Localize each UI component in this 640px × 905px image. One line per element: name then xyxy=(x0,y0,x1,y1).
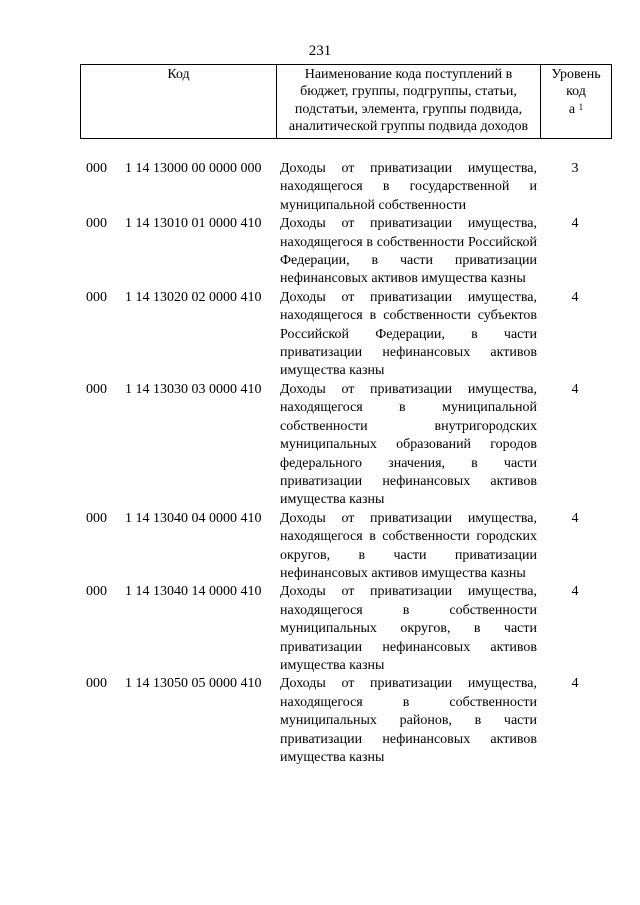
level-cell: 4 xyxy=(571,381,579,397)
table-row xyxy=(80,160,612,215)
admin-code-cell: 000 xyxy=(86,216,107,232)
table-body xyxy=(80,160,612,767)
budget-code-cell: 1 14 13050 05 0000 410 xyxy=(125,676,262,692)
budget-code-cell: 1 14 13020 02 0000 410 xyxy=(125,289,262,305)
name-cell: Доходы от приватизации имущества, находящегося в собственности субъектов Российской Федерации, в части приватизации нефинансовых активов имущества казны xyxy=(280,289,537,379)
table-row xyxy=(80,215,612,289)
header-level xyxy=(541,65,611,138)
header-name: Наименование кода поступлений в бюджет, группы, подгруппы, статьи, подстатьи, элемента, группы подвида, аналитической группы подвида доходов xyxy=(277,65,541,138)
level-cell: 4 xyxy=(571,584,579,600)
name-cell: Доходы от приватизации имущества, находящегося в собственности муниципальных округов, в части приватизации нефинансовых активов имущества казны xyxy=(280,584,537,673)
admin-code-cell: 000 xyxy=(86,289,107,305)
budget-code-cell: 1 14 13040 14 0000 410 xyxy=(125,584,262,600)
table-row xyxy=(80,583,612,675)
admin-code-cell: 000 xyxy=(86,381,107,397)
name-cell: Доходы от приватизации имущества, находящегося в собственности городских округов, в части приватизации нефинансовых активов имущества казны xyxy=(280,510,537,581)
admin-code-cell: 000 xyxy=(86,161,107,176)
footnote-marker: 1 xyxy=(578,101,584,112)
admin-code-cell: 000 xyxy=(86,510,107,526)
name-cell: Доходы от приватизации имущества, находящегося в собственности муниципальных районов, в части приватизации нефинансовых активов имущества казны xyxy=(280,676,537,765)
level-cell: 4 xyxy=(571,289,579,305)
admin-code-cell: 000 xyxy=(86,584,107,600)
name-cell: Доходы от приватизации имущества, находящегося в муниципальной собственности внутригородских муниципальных образований городов федерального значения, в части приватизации нефинансовых активов имущества казны xyxy=(280,381,537,508)
table-row xyxy=(80,289,612,381)
header-code: Код xyxy=(81,65,277,138)
budget-code-cell: 1 14 13040 04 0000 410 xyxy=(125,510,262,526)
level-cell: 4 xyxy=(571,676,579,692)
level-cell: 3 xyxy=(571,161,579,176)
budget-code-cell: 1 14 13000 00 0000 000 xyxy=(125,161,262,176)
table-row xyxy=(80,381,612,510)
page-number: 231 xyxy=(308,43,332,59)
header-level-label: Уровень код xyxy=(551,67,601,100)
name-cell: Доходы от приватизации имущества, находящегося в собственности Российской Федерации, в части приватизации нефинансовых активов имущества казны xyxy=(280,216,537,287)
name-cell: Доходы от приватизации имущества, находящегося в государственной и муниципальной собственности xyxy=(280,161,537,213)
level-cell: 4 xyxy=(571,216,579,232)
table-row xyxy=(80,510,612,584)
table-row xyxy=(80,675,612,767)
admin-code-cell: 000 xyxy=(86,676,107,692)
table-header xyxy=(80,64,612,139)
budget-code-cell: 1 14 13030 03 0000 410 xyxy=(125,381,262,397)
budget-code-cell: 1 14 13010 01 0000 410 xyxy=(125,216,262,232)
header-level-label-end: а xyxy=(568,101,576,117)
level-cell: 4 xyxy=(571,510,579,526)
